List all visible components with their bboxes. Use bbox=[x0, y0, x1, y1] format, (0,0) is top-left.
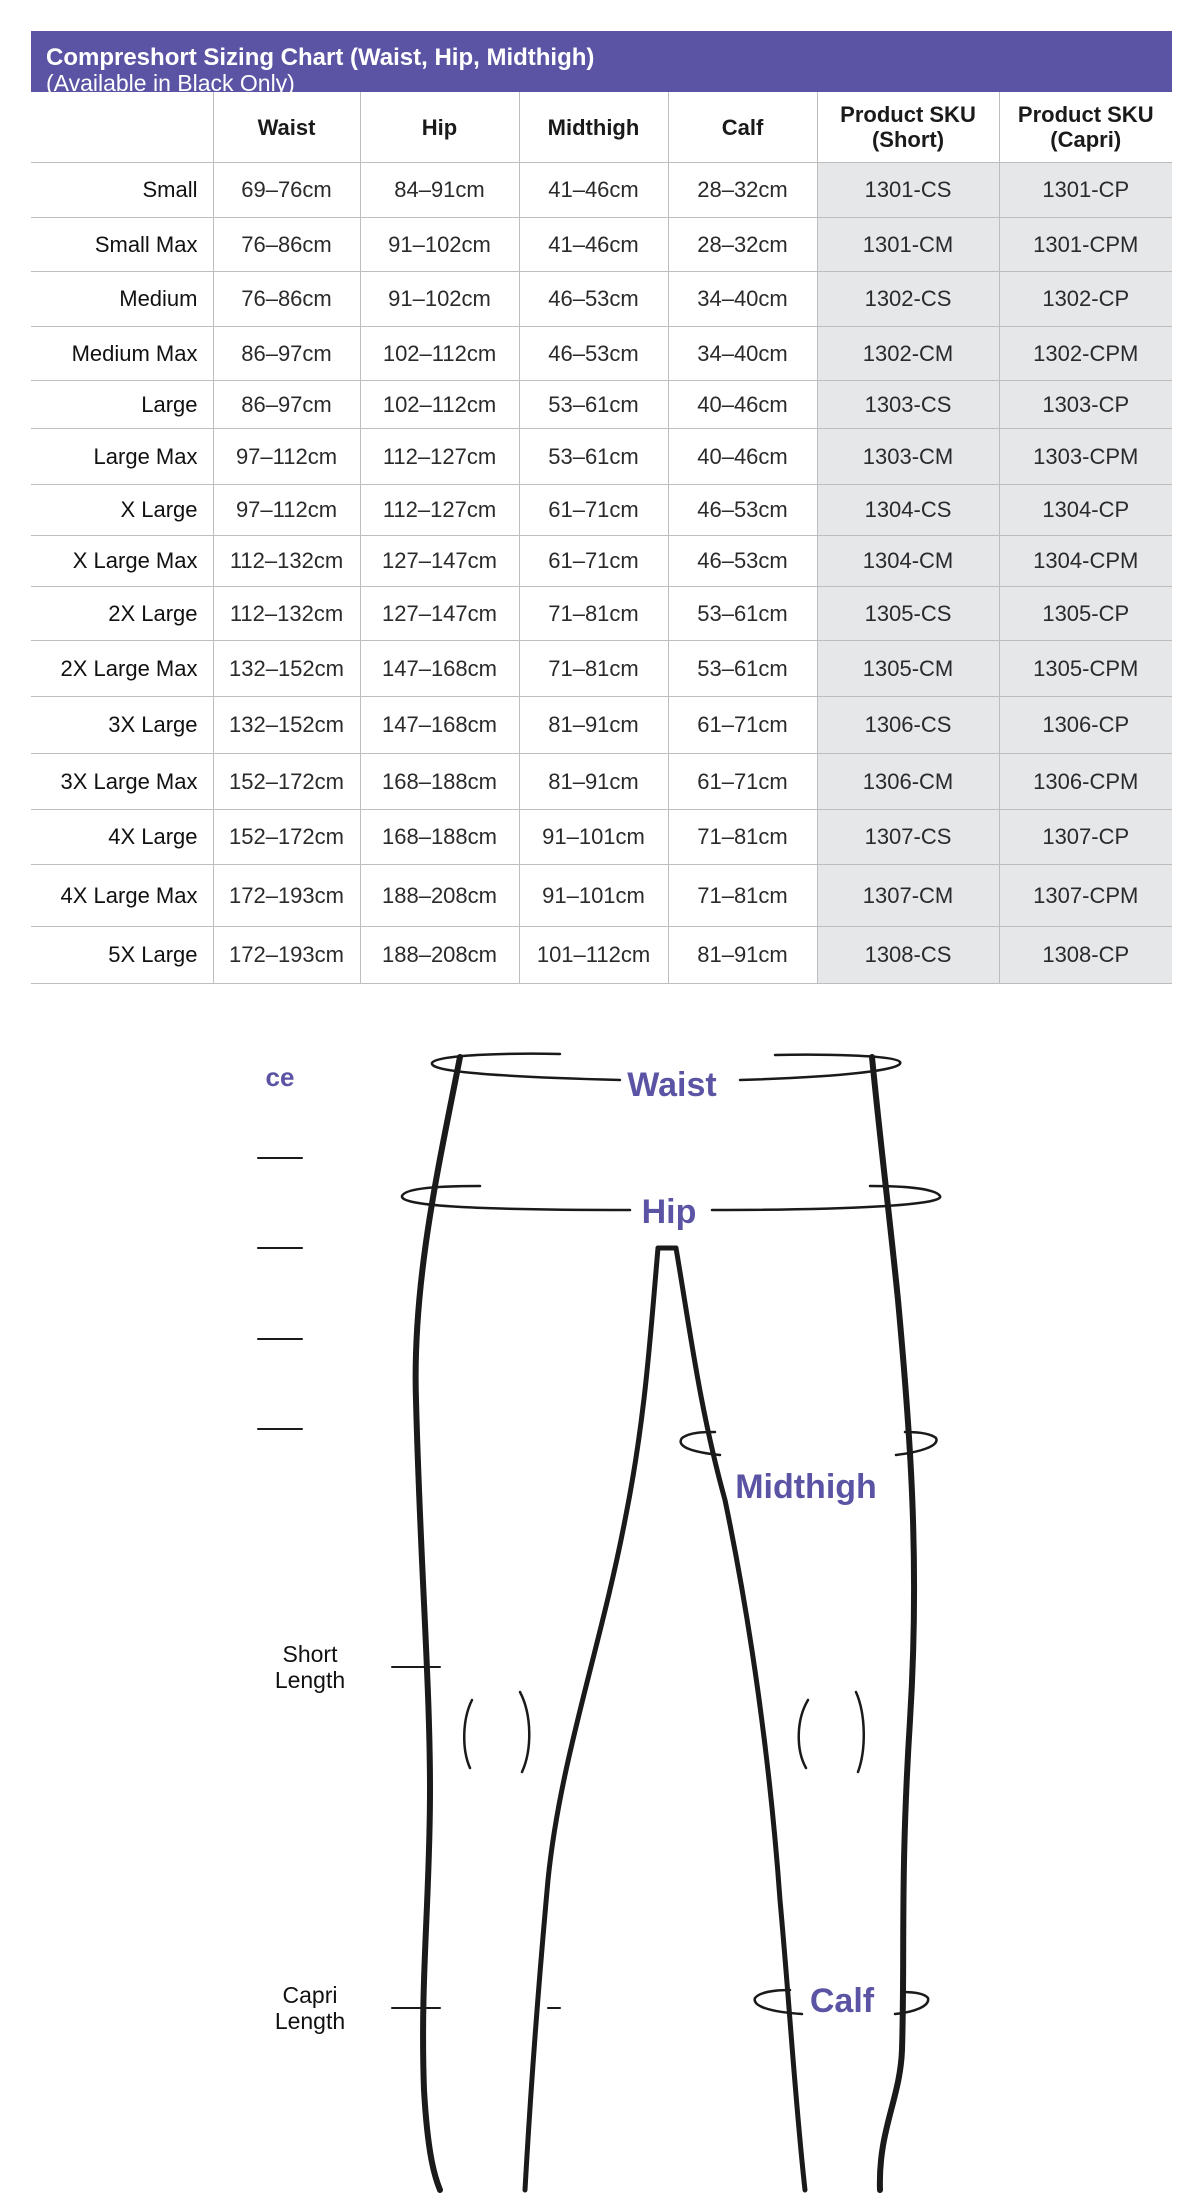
table-row bbox=[31, 536, 1172, 587]
chart-subtitle: (Available in Black Only) bbox=[46, 70, 295, 96]
inner-left-leg bbox=[525, 1248, 658, 2190]
calf-cell: 53–61cm bbox=[668, 587, 817, 641]
waist-cell: 172–193cm bbox=[213, 865, 360, 927]
table-row bbox=[31, 381, 1172, 429]
size-cell: 4X Large bbox=[31, 810, 213, 865]
calf-cell: 46–53cm bbox=[668, 536, 817, 587]
sku-capri-cell: 1308-CP bbox=[999, 927, 1172, 984]
table-row bbox=[31, 865, 1172, 927]
table-row bbox=[31, 587, 1172, 641]
sku-short-cell: 1308-CS bbox=[817, 927, 999, 984]
size-cell: 2X Large bbox=[31, 587, 213, 641]
sku-short-cell: 1304-CS bbox=[817, 485, 999, 536]
sizing-table bbox=[31, 92, 1172, 984]
sku-capri-cell: 1307-CPM bbox=[999, 865, 1172, 927]
sku-capri-cell: 1306-CPM bbox=[999, 754, 1172, 810]
table-row bbox=[31, 485, 1172, 536]
header-hip: Hip bbox=[360, 92, 519, 163]
sku-short-cell: 1304-CM bbox=[817, 536, 999, 587]
midthigh-cell: 61–71cm bbox=[519, 485, 668, 536]
hip-cell: 102–112cm bbox=[360, 381, 519, 429]
midthigh-cell: 41–46cm bbox=[519, 218, 668, 272]
waist-cell: 132–152cm bbox=[213, 641, 360, 697]
waist-cell: 76–86cm bbox=[213, 272, 360, 327]
inner-right-leg bbox=[676, 1248, 805, 2190]
calf-cell: 61–71cm bbox=[668, 754, 817, 810]
midthigh-cell: 53–61cm bbox=[519, 381, 668, 429]
waist-cell: 86–97cm bbox=[213, 327, 360, 381]
sku-capri-cell: 1305-CP bbox=[999, 587, 1172, 641]
calf-cell: 71–81cm bbox=[668, 865, 817, 927]
sku-capri-cell: 1302-CP bbox=[999, 272, 1172, 327]
sku-short-cell: 1302-CS bbox=[817, 272, 999, 327]
sku-short-cell: 1303-CM bbox=[817, 429, 999, 485]
midthigh-cell: 71–81cm bbox=[519, 641, 668, 697]
size-cell: Large bbox=[31, 381, 213, 429]
hip-cell: 102–112cm bbox=[360, 327, 519, 381]
calf-cell: 34–40cm bbox=[668, 327, 817, 381]
sku-capri-cell: 1304-CPM bbox=[999, 536, 1172, 587]
header-calf: Calf bbox=[668, 92, 817, 163]
calf-cell: 53–61cm bbox=[668, 641, 817, 697]
hip-cell: 188–208cm bbox=[360, 865, 519, 927]
header-sku-short: Product SKU (Short) bbox=[817, 92, 999, 163]
midthigh-cell: 41–46cm bbox=[519, 163, 668, 218]
size-cell: 2X Large Max bbox=[31, 641, 213, 697]
size-cell: Medium Max bbox=[31, 327, 213, 381]
sku-short-cell: 1307-CM bbox=[817, 865, 999, 927]
hip-cell: 127–147cm bbox=[360, 536, 519, 587]
midthigh-cell: 46–53cm bbox=[519, 272, 668, 327]
sku-capri-cell: 1302-CPM bbox=[999, 327, 1172, 381]
calf-cell: 34–40cm bbox=[668, 272, 817, 327]
sku-short-cell: 1301-CS bbox=[817, 163, 999, 218]
waist-cell: 76–86cm bbox=[213, 218, 360, 272]
chart-title-bar bbox=[31, 31, 1172, 96]
table-row bbox=[31, 927, 1172, 984]
waist-cell: 172–193cm bbox=[213, 927, 360, 984]
waist-label: Waist bbox=[627, 1066, 717, 1104]
size-cell: 3X Large bbox=[31, 697, 213, 754]
calf-cell: 40–46cm bbox=[668, 381, 817, 429]
header-sku-capri: Product SKU (Capri) bbox=[999, 92, 1172, 163]
sku-capri-cell: 1303-CP bbox=[999, 381, 1172, 429]
midthigh-cell: 53–61cm bbox=[519, 429, 668, 485]
midthigh-band-line-right bbox=[896, 1432, 937, 1455]
short-length-label-1: Short bbox=[282, 1641, 338, 1667]
sku-short-cell: 1305-CM bbox=[817, 641, 999, 697]
knee-crease-right-2 bbox=[856, 1692, 864, 1772]
header-midthigh: Midthigh bbox=[519, 92, 668, 163]
calf-cell: 40–46cm bbox=[668, 429, 817, 485]
hip-cell: 168–188cm bbox=[360, 810, 519, 865]
table-row bbox=[31, 697, 1172, 754]
sku-capri-cell: 1303-CPM bbox=[999, 429, 1172, 485]
calf-cell: 81–91cm bbox=[668, 927, 817, 984]
hip-cell: 84–91cm bbox=[360, 163, 519, 218]
chart-title: Compreshort Sizing Chart (Waist, Hip, Midthigh) bbox=[46, 44, 595, 71]
size-cell: 3X Large Max bbox=[31, 754, 213, 810]
table-row bbox=[31, 163, 1172, 218]
midthigh-cell: 61–71cm bbox=[519, 536, 668, 587]
sku-short-cell: 1307-CS bbox=[817, 810, 999, 865]
size-cell: 4X Large Max bbox=[31, 865, 213, 927]
hip-cell: 91–102cm bbox=[360, 272, 519, 327]
knee-crease-left-1 bbox=[464, 1700, 472, 1768]
midthigh-label: Midthigh bbox=[735, 1468, 877, 1506]
hip-cell: 168–188cm bbox=[360, 754, 519, 810]
table-header-row bbox=[31, 92, 1172, 163]
sku-short-cell: 1302-CM bbox=[817, 327, 999, 381]
waist-cell: 152–172cm bbox=[213, 810, 360, 865]
table-row bbox=[31, 429, 1172, 485]
waist-cell: 152–172cm bbox=[213, 754, 360, 810]
sku-short-cell: 1306-CM bbox=[817, 754, 999, 810]
size-cell: X Large bbox=[31, 485, 213, 536]
table-row bbox=[31, 810, 1172, 865]
sku-short-cell: 1301-CM bbox=[817, 218, 999, 272]
leggings-figure bbox=[0, 1000, 1200, 2195]
waist-cell: 69–76cm bbox=[213, 163, 360, 218]
sku-capri-cell: 1305-CPM bbox=[999, 641, 1172, 697]
size-cell: Small bbox=[31, 163, 213, 218]
sku-capri-cell: 1304-CP bbox=[999, 485, 1172, 536]
midthigh-cell: 81–91cm bbox=[519, 697, 668, 754]
size-cell: Large Max bbox=[31, 429, 213, 485]
waist-cell: 97–112cm bbox=[213, 485, 360, 536]
size-cell: Small Max bbox=[31, 218, 213, 272]
midthigh-cell: 91–101cm bbox=[519, 810, 668, 865]
knee-crease-left-2 bbox=[520, 1692, 529, 1772]
right-leg-outline bbox=[872, 1057, 914, 2190]
hip-cell: 188–208cm bbox=[360, 927, 519, 984]
leggings-diagram bbox=[0, 1000, 1200, 2195]
midthigh-cell: 46–53cm bbox=[519, 327, 668, 381]
sku-short-cell: 1305-CS bbox=[817, 587, 999, 641]
size-cell: 5X Large bbox=[31, 927, 213, 984]
table-row bbox=[31, 327, 1172, 381]
header-waist: Waist bbox=[213, 92, 360, 163]
waist-cell: 132–152cm bbox=[213, 697, 360, 754]
sizing-chart bbox=[31, 31, 1172, 984]
table-row bbox=[31, 218, 1172, 272]
waist-cell: 97–112cm bbox=[213, 429, 360, 485]
calf-cell: 28–32cm bbox=[668, 163, 817, 218]
hip-cell: 112–127cm bbox=[360, 429, 519, 485]
table-row bbox=[31, 754, 1172, 810]
sku-capri-cell: 1307-CP bbox=[999, 810, 1172, 865]
midthigh-cell: 91–101cm bbox=[519, 865, 668, 927]
short-length-label-2: Length bbox=[274, 1667, 346, 1693]
sku-short-cell: 1306-CS bbox=[817, 697, 999, 754]
table-row bbox=[31, 272, 1172, 327]
sku-capri-cell: 1306-CP bbox=[999, 697, 1172, 754]
capri-length-label-2: Length bbox=[274, 2008, 346, 2034]
table-row bbox=[31, 641, 1172, 697]
calf-label: Calf bbox=[809, 1982, 875, 2020]
calf-cell: 28–32cm bbox=[668, 218, 817, 272]
waist-cell: 112–132cm bbox=[213, 536, 360, 587]
calf-cell: 61–71cm bbox=[668, 697, 817, 754]
sku-capri-cell: 1301-CPM bbox=[999, 218, 1172, 272]
table-body bbox=[31, 163, 1172, 984]
capri-length-label-1: Capri bbox=[282, 1982, 338, 2008]
calf-cell: 71–81cm bbox=[668, 810, 817, 865]
calf-cell: 46–53cm bbox=[668, 485, 817, 536]
waist-cell: 112–132cm bbox=[213, 587, 360, 641]
sku-short-cell: 1303-CS bbox=[817, 381, 999, 429]
calf-band-line bbox=[755, 1990, 802, 2014]
midthigh-cell: 71–81cm bbox=[519, 587, 668, 641]
hip-cell: 147–168cm bbox=[360, 641, 519, 697]
midthigh-cell: 81–91cm bbox=[519, 754, 668, 810]
hip-cell: 127–147cm bbox=[360, 587, 519, 641]
sku-capri-cell: 1301-CP bbox=[999, 163, 1172, 218]
hip-band-line-right bbox=[712, 1186, 940, 1210]
size-cell: X Large Max bbox=[31, 536, 213, 587]
hip-cell: 91–102cm bbox=[360, 218, 519, 272]
hip-cell: 147–168cm bbox=[360, 697, 519, 754]
size-cell: Medium bbox=[31, 272, 213, 327]
hip-cell: 112–127cm bbox=[360, 485, 519, 536]
header-blank bbox=[31, 92, 213, 163]
knee-crease-right-1 bbox=[799, 1700, 808, 1768]
left-leg-outline bbox=[416, 1057, 460, 2190]
waist-cell: 86–97cm bbox=[213, 381, 360, 429]
fragment-label: ce bbox=[265, 1062, 295, 1092]
hip-label: Hip bbox=[641, 1193, 697, 1231]
midthigh-cell: 101–112cm bbox=[519, 927, 668, 984]
